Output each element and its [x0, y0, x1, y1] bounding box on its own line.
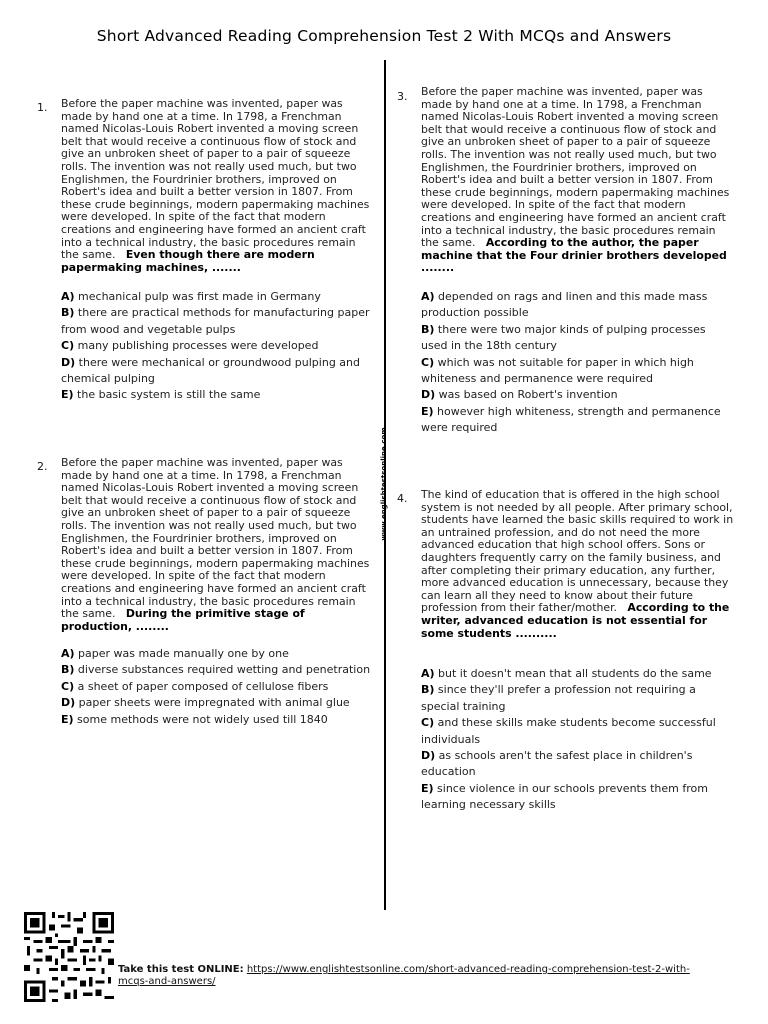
option-c[interactable]: C) which was not suitable for paper in which high whiteness and permanence were required: [421, 355, 694, 386]
option-b[interactable]: B) there were two major kinds of pulping processes used in the 18th century: [421, 322, 706, 353]
test-url-link[interactable]: https://www.englishtestsonline.com/short-advanced-reading-comprehension-test-2-with-mcqs-and-answers/: [118, 964, 690, 987]
option-a[interactable]: A) mechanical pulp was first made in Germany: [61, 290, 321, 303]
footer-label: Take this test ONLINE:: [118, 964, 244, 975]
watermark: www.englishtestsonline.com: [380, 427, 388, 541]
option-d[interactable]: D) was based on Robert's invention: [421, 388, 618, 402]
passage: [61, 457, 373, 633]
option-b[interactable]: B) since they'll prefer a profession not requiring a special training: [421, 683, 696, 713]
answer-options: [421, 289, 721, 437]
option-a[interactable]: A) depended on rags and linen and this made mass production possible: [421, 290, 708, 320]
passage-text: Before the paper machine was invented, paper was made by hand one at a time. In 1798, a Frenchman named Nicolas-Louis Robert invented a moving screen belt that would receive a continuous flow of stock and give an unbroken sheet of paper to a pair of squeeze rolls. The invention was not really used much, but two Englishmen, the Fourdrinier brothers, improved on Robert's idea and built a better version in 1807. From these crude beginnings, modern papermaking machines were developed. In spite of the fact that modern creations and engineering have formed an ancient craft into a technical industry, the basic procedures remain the same.: [421, 85, 730, 250]
answer-options: [61, 646, 373, 728]
option-e[interactable]: E) some methods were not widely used till 1840: [61, 712, 328, 726]
option-a[interactable]: A) but it doesn't mean that all students do the same: [421, 667, 712, 680]
option-b[interactable]: B) diverse substances required wetting and penetration: [61, 663, 371, 677]
passage: [421, 86, 733, 275]
question-number: 4.: [397, 492, 408, 505]
question-number: 3.: [397, 90, 408, 103]
question-number: 1.: [37, 101, 48, 114]
question-number: 2.: [37, 460, 48, 473]
option-e[interactable]: E) however high whiteness, strength and permanence were required: [421, 404, 721, 435]
question-stem: According to the writer, advanced education is not essential for some students ..........: [421, 601, 730, 640]
option-d[interactable]: D) there were mechanical or groundwood pulping and chemical pulping: [61, 355, 360, 386]
passage-text: Before the paper machine was invented, paper was made by hand one at a time. In 1798, a Frenchman named Nicolas-Louis Robert invented a moving screen belt that would receive a continuous flow of stock and give an unbroken sheet of paper to a pair of squeeze rolls. The invention was not really used much, but two Englishmen, the Fourdrinier brothers, improved on Robert's idea and built a better version in 1807. From these crude beginnings, modern papermaking machines were developed. In spite of the fact that modern creations and engineering have formed an ancient craft into a technical industry, the basic procedures remain the same.: [61, 456, 370, 621]
answer-options: [421, 666, 733, 814]
passage-text: Before the paper machine was invented, paper was made by hand one at a time. In 1798, a Frenchman named Nicolas-Louis Robert invented a moving screen belt that would receive a continuous flow of stock and give an unbroken sheet of paper to a pair of squeeze rolls. The invention was not really used much, but two Englishmen, the Fourdrinier brothers, improved on Robert's idea and built a better version in 1807. From these crude beginnings, modern papermaking machines were developed. In spite of the fact that modern creations and engineering have formed an ancient craft into a technical industry, the basic procedures remain the same.: [61, 97, 370, 262]
question-stem: According to the author, the paper machine that the Four drinier brothers developed ........: [421, 236, 727, 275]
passage-text: The kind of education that is offered in the high school system is not needed by all people. After primary school, students have learned the basic skills required to work in an untrained profession, and do not need the more advanced education that high school offers. Sons or daughters frequently carry on the family business, and after completing their primary education, any further, more advanced education is unnecessary, because they can learn all they need to know about their future profession from their father/mother.: [421, 488, 734, 615]
qr-code-icon: [24, 912, 114, 1002]
option-a[interactable]: A) paper was made manually one by one: [61, 647, 289, 660]
option-d[interactable]: D) paper sheets were impregnated with animal glue: [61, 696, 350, 710]
option-c[interactable]: C) many publishing processes were developed: [61, 339, 319, 353]
question-stem: Even though there are modern papermaking machines, .......: [61, 248, 315, 274]
passage: [61, 98, 373, 274]
footer-online-link: [118, 964, 698, 988]
page-title: Short Advanced Reading Comprehension Test 2 With MCQs and Answers: [96, 27, 672, 45]
option-c[interactable]: C) and these skills make students become successful individuals: [421, 716, 716, 746]
option-e[interactable]: E) the basic system is still the same: [61, 388, 261, 402]
answer-options: [61, 289, 373, 404]
passage: [421, 489, 737, 640]
option-b[interactable]: B) there are practical methods for manufacturing paper from wood and vegetable pulps: [61, 306, 370, 336]
question-stem: During the primitive stage of production, ........: [61, 607, 305, 633]
option-e[interactable]: E) since violence in our schools prevents them from learning necessary skills: [421, 781, 708, 812]
option-c[interactable]: C) a sheet of paper composed of cellulose fibers: [61, 679, 329, 693]
option-d[interactable]: D) as schools aren't the safest place in children's education: [421, 749, 693, 779]
